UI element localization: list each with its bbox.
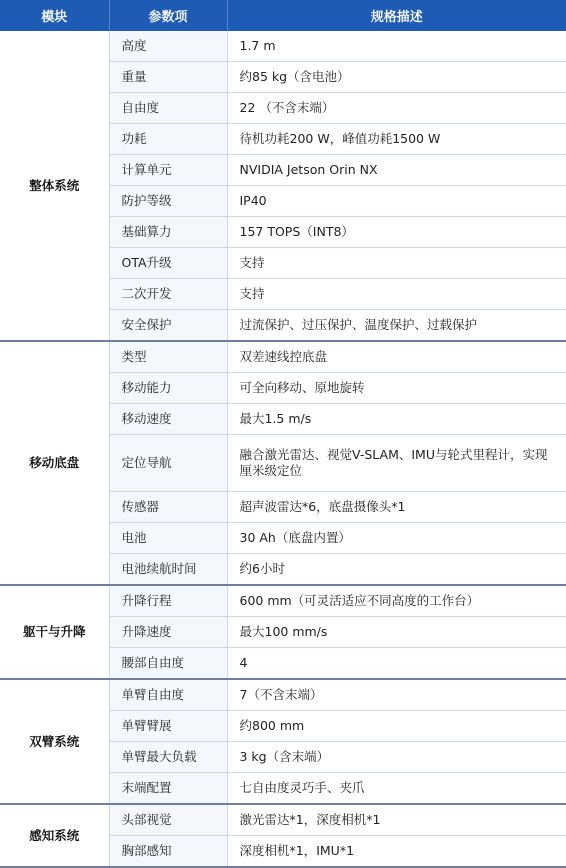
param-cell: 自由度 xyxy=(109,93,227,124)
param-cell: 功耗 xyxy=(109,124,227,155)
table-row xyxy=(0,585,566,617)
param-cell: 胸部感知 xyxy=(109,836,227,868)
param-cell: 单臂臂展 xyxy=(109,711,227,742)
desc-cell: 过流保护、过压保护、温度保护、过载保护 xyxy=(227,310,566,342)
param-cell: 传感器 xyxy=(109,492,227,523)
param-cell: 单臂最大负载 xyxy=(109,742,227,773)
param-cell: 电池 xyxy=(109,523,227,554)
param-cell: OTA升级 xyxy=(109,248,227,279)
param-cell: 头部视觉 xyxy=(109,804,227,836)
table-row xyxy=(0,341,566,373)
table-row xyxy=(0,804,566,836)
desc-cell: 30 Ah（底盘内置） xyxy=(227,523,566,554)
param-cell: 末端配置 xyxy=(109,773,227,805)
param-cell: 防护等级 xyxy=(109,186,227,217)
param-cell: 安全保护 xyxy=(109,310,227,342)
desc-cell: IP40 xyxy=(227,186,566,217)
desc-cell: 约85 kg（含电池） xyxy=(227,62,566,93)
desc-cell: 3 kg（含末端） xyxy=(227,742,566,773)
param-cell: 升降速度 xyxy=(109,617,227,648)
desc-cell: 超声波雷达*6，底盘摄像头*1 xyxy=(227,492,566,523)
desc-cell: 双差速线控底盘 xyxy=(227,341,566,373)
desc-cell: 支持 xyxy=(227,279,566,310)
desc-cell: 深度相机*1，IMU*1 xyxy=(227,836,566,868)
module-cell: 感知系统 xyxy=(0,804,109,867)
desc-cell: 1.7 m xyxy=(227,31,566,62)
module-cell: 移动底盘 xyxy=(0,341,109,585)
param-cell: 升降行程 xyxy=(109,585,227,617)
module-cell: 躯干与升降 xyxy=(0,585,109,679)
header-desc: 规格描述 xyxy=(227,0,566,31)
desc-cell: 七自由度灵巧手、夹爪 xyxy=(227,773,566,805)
desc-cell: 约800 mm xyxy=(227,711,566,742)
param-cell: 二次开发 xyxy=(109,279,227,310)
desc-cell: 可全向移动、原地旋转 xyxy=(227,373,566,404)
desc-cell: 融合激光雷达、视觉V-SLAM、IMU与轮式里程计，实现厘米级定位 xyxy=(227,435,566,492)
table-row xyxy=(0,679,566,711)
param-cell: 电池续航时间 xyxy=(109,554,227,586)
param-cell: 基础算力 xyxy=(109,217,227,248)
desc-cell: 待机功耗200 W，峰值功耗1500 W xyxy=(227,124,566,155)
param-cell: 腰部自由度 xyxy=(109,648,227,680)
header-module: 模块 xyxy=(0,0,109,31)
desc-cell: 7（不含末端） xyxy=(227,679,566,711)
header-row xyxy=(0,0,566,31)
desc-cell: 4 xyxy=(227,648,566,680)
param-cell: 移动能力 xyxy=(109,373,227,404)
param-cell: 重量 xyxy=(109,62,227,93)
param-cell: 定位导航 xyxy=(109,435,227,492)
desc-cell: NVIDIA Jetson Orin NX xyxy=(227,155,566,186)
table-row xyxy=(0,31,566,62)
desc-cell: 激光雷达*1，深度相机*1 xyxy=(227,804,566,836)
desc-cell: 最大1.5 m/s xyxy=(227,404,566,435)
param-cell: 类型 xyxy=(109,341,227,373)
desc-cell: 支持 xyxy=(227,248,566,279)
spec-body xyxy=(0,31,566,867)
desc-cell: 约6小时 xyxy=(227,554,566,586)
param-cell: 高度 xyxy=(109,31,227,62)
header-param: 参数项 xyxy=(109,0,227,31)
module-cell: 双臂系统 xyxy=(0,679,109,804)
param-cell: 移动速度 xyxy=(109,404,227,435)
desc-cell: 最大100 mm/s xyxy=(227,617,566,648)
desc-cell: 22 （不含末端） xyxy=(227,93,566,124)
module-cell: 整体系统 xyxy=(0,31,109,341)
param-cell: 单臂自由度 xyxy=(109,679,227,711)
desc-cell: 157 TOPS（INT8） xyxy=(227,217,566,248)
param-cell: 计算单元 xyxy=(109,155,227,186)
desc-cell: 600 mm（可灵活适应不同高度的工作台） xyxy=(227,585,566,617)
